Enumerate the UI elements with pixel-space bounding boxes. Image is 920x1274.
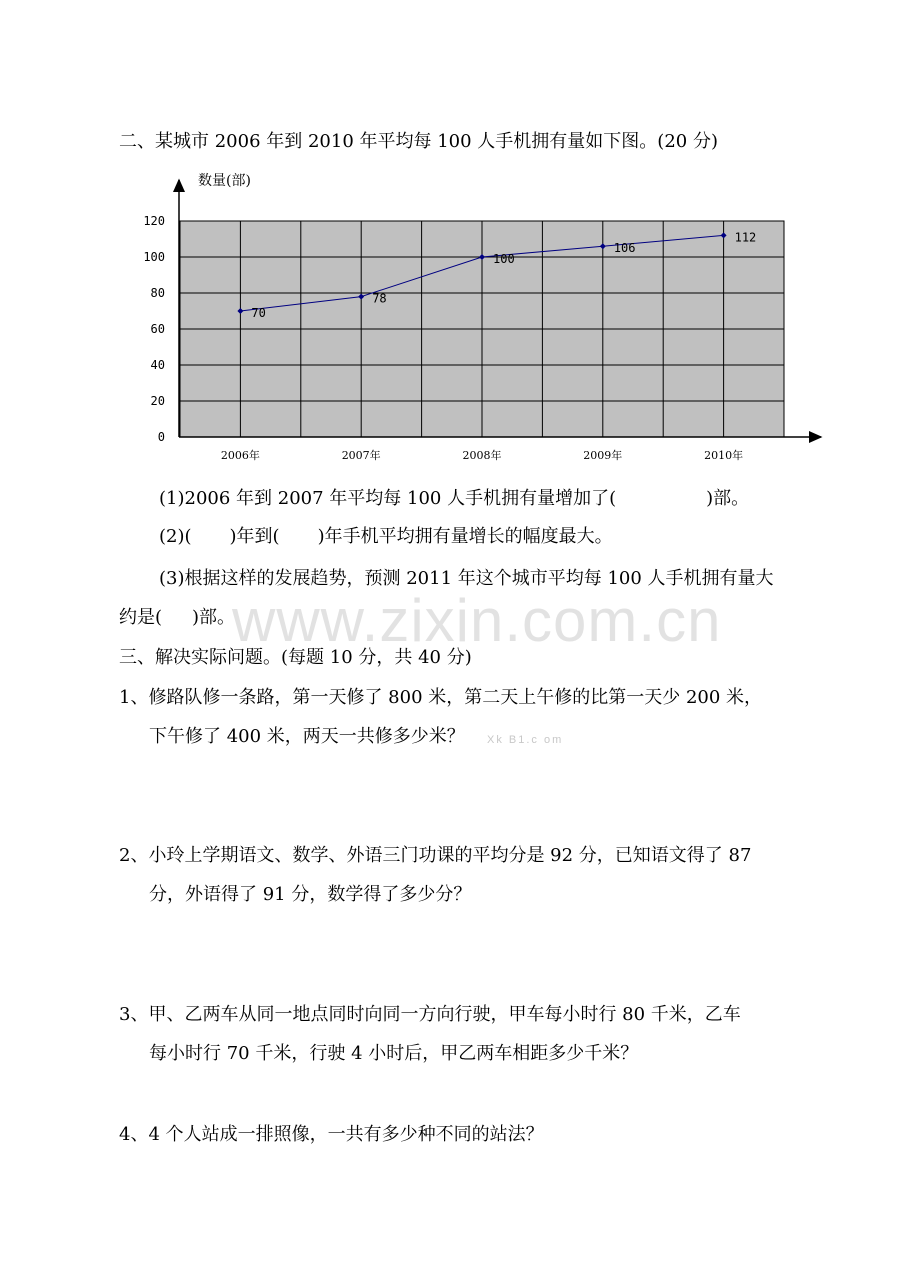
y-tick-label: 20 [150,394,165,408]
problem-1-line-1: 1、修路队修一条路，第一天修了 800 米，第二天上午修的比第一天少 200 米， [119,687,763,708]
question-2-end: )年手机平均拥有量增长的幅度最大。 [317,526,613,547]
question-1-text: (1)2006 年到 2007 年平均每 100 人手机拥有量增加了( [159,488,617,509]
question-1-end: )部。 [706,488,750,509]
watermark: www.zixin.com.cn [232,587,722,654]
problem-2-line-1: 2、小玲上学期语文、数学、外语三门功课的平均分是 92 分，已知语文得了 87 [119,845,752,866]
watermark-small: Xk B1.c om [487,734,564,746]
y-tick-label: 60 [150,322,165,336]
question-3-line-2 [119,606,235,630]
x-tick-label: 2009年 [583,449,623,462]
question-2 [159,525,613,549]
data-label: 112 [734,230,757,245]
x-tick-label: 2006年 [220,449,260,462]
y-tick-label: 100 [143,250,165,264]
question-2-mid: )年到( [229,526,280,547]
line-chart [0,0,920,480]
section-3-title: 三、解决实际问题。(每题 10 分，共 40 分) [119,647,472,668]
x-tick-label: 2008年 [462,449,502,462]
problem-2-line-2: 分，外语得了 91 分，数学得了多少分？ [149,884,472,905]
x-tick-label: 2007年 [341,449,381,462]
data-label: 70 [251,306,266,320]
question-3-start: 约是( [119,607,163,628]
problem-3-line-2: 每小时行 70 千米，行驶 4 小时后，甲乙两车相距多少千米？ [149,1043,639,1064]
question-3-end: )部。 [192,607,236,628]
data-label: 78 [372,291,387,306]
y-tick-label: 40 [150,358,165,372]
problem-1-line-2: 下午修了 400 米，两天一共修多少米？ [149,726,465,747]
y-tick-label: 0 [157,430,165,444]
problem-3-line-1: 3、甲、乙两车从同一地点同时向同一方向行驶，甲车每小时行 80 千米，乙车 [119,1004,741,1025]
data-label: 106 [613,241,636,256]
question-2-start: (2)( [159,526,192,547]
x-tick-labels [221,448,743,462]
y-axis-label: 数量(部) [198,173,251,189]
y-tick-labels [143,214,165,444]
question-1 [159,487,749,511]
x-tick-label: 2010年 [704,449,744,462]
data-label: 100 [493,252,515,266]
y-tick-label: 120 [143,214,165,228]
problem-4-line-1: 4、4 个人站成一排照像，一共有多少种不同的站法？ [119,1124,544,1145]
y-tick-label: 80 [150,286,165,300]
question-3-line-1: (3)根据这样的发展趋势，预测 2011 年这个城市平均每 100 人手机拥有量大 [159,568,774,589]
section-2-title: 二、某城市 2006 年到 2010 年平均每 100 人手机拥有量如下图。(20 分) [119,131,718,152]
